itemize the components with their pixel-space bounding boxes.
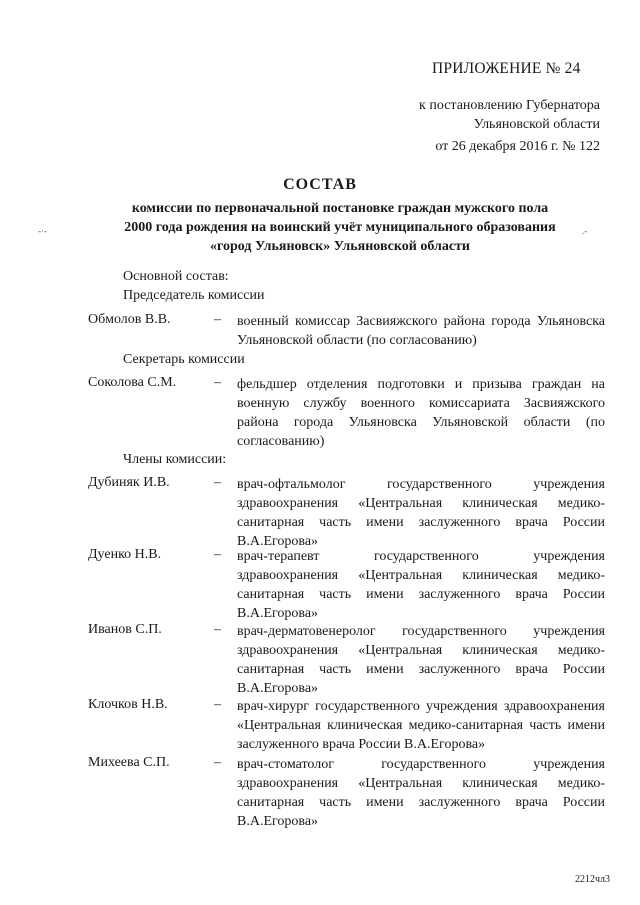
appendix-number: ПРИЛОЖЕНИЕ № 24	[432, 60, 581, 77]
member-name: Дуенко Н.В.	[88, 547, 162, 562]
dash: –	[214, 547, 221, 562]
member-name: Обмолов В.В.	[88, 312, 171, 327]
dash: –	[214, 755, 221, 770]
section-main-composition: Основной состав:	[123, 269, 229, 284]
section-chairman: Председатель комиссии	[123, 288, 265, 303]
member-name: Дубиняк И.В.	[88, 475, 170, 490]
resolution-line: Ульяновской области	[473, 117, 600, 132]
member-position: врач-хирург государственного учреждения здравоохранения «Центральная клиническая медико-санитарная часть имени заслуженного врача России В.А.Егорова»	[237, 699, 605, 752]
document-code: 2212чл3	[574, 874, 610, 885]
subtitle-line: 2000 года рождения на воинский учёт муниципального образования	[124, 220, 556, 235]
section-members: Члены комиссии:	[123, 452, 227, 467]
scan-artifact: .-	[582, 226, 588, 236]
scan-artifact: -·-	[38, 226, 47, 236]
document-title: СОСТАВ	[283, 176, 357, 193]
dash: –	[214, 375, 221, 390]
member-position: военный комиссар Засвияжского района города Ульяновска Ульяновской области (по согласованию)	[237, 314, 605, 348]
dash: –	[214, 622, 221, 637]
member-name: Соколова С.М.	[88, 375, 177, 390]
resolution-reference	[419, 96, 600, 134]
member-position: врач-дерматовенеролог государственного учреждения здравоохранения «Центральная клиническая медико-санитарная часть имени заслуженного врача России В.А.Егорова»	[237, 624, 605, 696]
document-subtitle	[80, 199, 600, 256]
resolution-date: от 26 декабря 2016 г. № 122	[435, 139, 600, 154]
dash: –	[214, 475, 221, 490]
resolution-line: к постановлению Губернатора	[419, 98, 600, 113]
member-position: фельдшер отделения подготовки и призыва граждан на военную службу военного комиссариата Засвияжского района города Ульяновска Ульяновской области (по согласованию)	[237, 377, 605, 449]
member-position: врач-стоматолог государственного учреждения здравоохранения «Центральная клиническая медико-санитарная часть имени заслуженного врача России В.А.Егорова»	[237, 757, 605, 829]
subtitle-line: комиссии по первоначальной постановке граждан мужского пола	[131, 201, 549, 216]
subtitle-line: «город Ульяновск» Ульяновской области	[209, 239, 471, 254]
member-name: Иванов С.П.	[88, 622, 162, 637]
dash: –	[214, 312, 221, 327]
section-secretary: Секретарь комиссии	[123, 352, 245, 367]
member-position: врач-терапевт государственного учреждения здравоохранения «Центральная клиническая медико-санитарная часть имени заслуженного врача России В.А.Егорова»	[237, 549, 605, 621]
member-name: Клочков Н.В.	[88, 697, 168, 712]
member-position: врач-офтальмолог государственного учреждения здравоохранения «Центральная клиническая медико-санитарная часть имени заслуженного врача России В.А.Егорова»	[237, 477, 605, 549]
member-name: Михеева С.П.	[88, 755, 170, 770]
dash: –	[214, 697, 221, 712]
